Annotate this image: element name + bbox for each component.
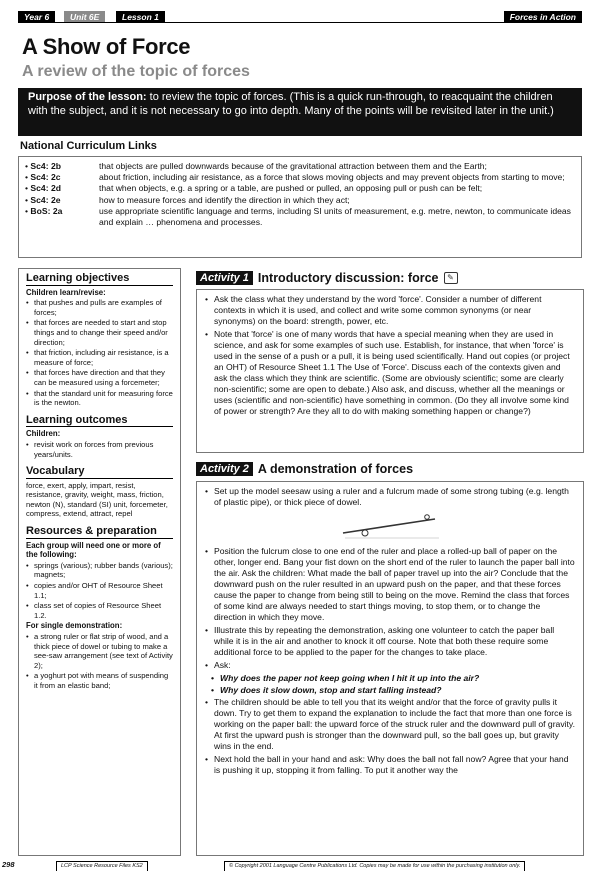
activity1-paragraph: • Note that 'force' is one of many words that have a special meaning when they are used in science, and ask for some examples of such use. Establish, for instance, that when 'force' is used in the sense of a push or a pull, it is being used scientifically. Hand out copies (or project an OHT) of Resource Sheet 1.1 The Use of 'Force'. Discuss each of the contexts given and ask the class which they think are scientific. (Some are obviously scientific; some are clearly non-scientific; some are open to debate.) Also ask, and discuss, whether all the meanings or uses (scientific and non-scientific) have something in common. (Do they all involve some kind of power or strength? Are they all to do with making something happen or change?) xyxy=(205,329,575,417)
activity2-paragraph: • The children should be able to tell you that its weight and/or that the force of gravity pulls it down. Try to get them to expand the explanation to include the fact that more than one force is working on the paper ball: the upward force of the struck ruler and the downward pull of gravity. At first the upward push is stronger than the downward pull, so the ball goes up, but gravity wins in the end. xyxy=(205,697,575,752)
ncl-text: about friction, including air resistance, as a force that slows moving objects and may prevent objects from starting to move; xyxy=(99,172,565,183)
resources-group-sub: Each group will need one or more of the following: xyxy=(26,540,161,560)
vocabulary-text: force, exert, apply, impart, resist, resistance, gravity, weight, mass, friction, newton (N), standard (SI) unit, forcemeter, compress, extend, attract, repel xyxy=(26,480,168,519)
ncl-item xyxy=(25,172,575,183)
list-item: • class set of copies of Resource Sheet 1.2. xyxy=(26,601,173,620)
activity2-paragraph: • Next hold the ball in your hand and ask: Why does the ball not fall now? Agree that your hand is pushing it up, stopping it from falling. To put it another way the xyxy=(205,754,575,776)
seesaw-fulcrum xyxy=(362,530,368,536)
ncl-text: that when objects, e.g. a spring or a table, are pushed or pulled, an opposing pull or push can be felt; xyxy=(99,183,483,194)
unit-tag: Unit 6E xyxy=(64,11,105,23)
outcomes-list xyxy=(26,440,173,459)
year-tag: Year 6 xyxy=(18,11,55,23)
ncl-item xyxy=(25,206,575,228)
ncl-item xyxy=(25,195,575,206)
ncl-code: • BoS: 2a xyxy=(25,206,99,228)
activity2-paragraph: • Set up the model seesaw using a ruler and a fulcrum made of some strong tubing (e.g. length of plastic pipe), or thick piece of dowel. xyxy=(205,486,575,508)
activity2-question: • Why does it slow down, stop and start falling instead? xyxy=(211,685,575,696)
list-item: • that friction, including air resistance, is a measure of force; xyxy=(26,348,173,367)
ncl-code: • Sc4: 2c xyxy=(25,172,99,183)
topic-tag: Forces in Action xyxy=(504,11,582,23)
footer-series: LCP Science Resource Files KS2 xyxy=(56,861,148,871)
footer-copyright: © Copyright 2001 Language Centre Publications Ltd. Copies may be made for use within the purchasing institution only. xyxy=(224,861,525,871)
ncl-box xyxy=(18,156,582,258)
activity2-paragraph: • Illustrate this by repeating the demonstration, asking one volunteer to catch the paper ball while it is in the air and another to knock it off course. Note that both these require some additional force to be applied to the paper for the changes to take place. xyxy=(205,625,575,658)
paper-ball xyxy=(425,515,430,520)
ncl-code: • Sc4: 2e xyxy=(25,195,99,206)
list-item: • that the standard unit for measuring force is the newton. xyxy=(26,389,173,408)
ncl-text: how to measure forces and identify the direction in which they act; xyxy=(99,194,350,205)
activity2-header xyxy=(196,462,413,476)
ncl-item xyxy=(25,183,575,194)
purpose-box xyxy=(18,88,582,136)
outcomes-heading: Learning outcomes xyxy=(26,416,173,428)
objectives-sub: Children learn/revise: xyxy=(26,287,106,297)
sidebar xyxy=(18,268,181,856)
list-item: • that pushes and pulls are examples of forces; xyxy=(26,298,173,317)
list-item: • a yoghurt pot with means of suspending it from an elastic band; xyxy=(26,671,173,690)
activity1-box xyxy=(196,289,584,453)
list-item: • springs (various); rubber bands (various); magnets; xyxy=(26,561,173,580)
book-icon: ✎ xyxy=(444,272,458,284)
ncl-heading: National Curriculum Links xyxy=(20,140,157,152)
list-item: • copies and/or OHT of Resource Sheet 1.1; xyxy=(26,581,173,600)
activity2-box xyxy=(196,481,584,856)
purpose-label: Purpose of the lesson: xyxy=(28,91,147,103)
vocabulary-heading: Vocabulary xyxy=(26,467,173,479)
list-item: • revisit work on forces from previous years/units. xyxy=(26,440,173,459)
ncl-item xyxy=(25,161,575,172)
activity1-title: Introductory discussion: force xyxy=(257,271,439,285)
footer xyxy=(0,860,600,871)
activity1-badge: Activity 1 xyxy=(196,271,253,285)
activity1-paragraph: • Ask the class what they understand by the word 'force'. Consider a number of different contexts in which it is used, and collect and write some common synonyms (or near synonyms) on the board: strength, power, etc. xyxy=(205,294,575,327)
ncl-text: use appropriate scientific language and terms, including SI units of measurement, e.g. metre, newton, to communicate ideas and explain … phenomena and processes. xyxy=(99,205,571,228)
outcomes-sub: Children: xyxy=(26,429,61,439)
activity2-title: A demonstration of forces xyxy=(257,462,414,476)
list-item: • that forces are needed to start and stop things and to change their speed and/or direction; xyxy=(26,318,173,347)
ncl-code: • Sc4: 2d xyxy=(25,183,99,194)
ncl-text: that objects are pulled downwards because of the gravitational attraction between them and the Earth; xyxy=(99,161,487,171)
activity2-question: • Why does the paper not keep going when I hit it up into the air? xyxy=(211,673,575,684)
page-title: A Show of Force xyxy=(22,34,191,59)
header-rule xyxy=(18,22,582,23)
objectives-heading: Learning objectives xyxy=(26,274,173,286)
activity2-paragraph: • Position the fulcrum close to one end of the ruler and place a rolled-up ball of paper on the other, longer end. Bang your fist down on the short end of the ruler to launch the paper ball into the air. Ask the children: What made the ball of paper travel up into the air? Conclude that the downward push on the ruler resulted in an upward push on the paper, and that these forces cause the paper to change from being still to being on the move. Remind the class that forces of some kind are always needed to start things moving, to stop them, or to change the direction in which they move. xyxy=(205,546,575,623)
list-item: • that forces have direction and that they can be measured using a forcemeter; xyxy=(26,368,173,387)
activity2-badge: Activity 2 xyxy=(196,462,253,476)
resources-demo-list xyxy=(26,632,173,691)
resources-heading: Resources & preparation xyxy=(26,527,173,539)
activity2-paragraph: • Ask: xyxy=(205,660,575,671)
resources-demo-sub: For single demonstration: xyxy=(26,621,123,631)
lesson-tag: Lesson 1 xyxy=(116,11,165,23)
objectives-list xyxy=(26,298,173,408)
list-item: • a strong ruler or flat strip of wood, and a thick piece of dowel or tubing to make a see-saw arrangement (see text of Activity 2); xyxy=(26,632,173,670)
ncl-code: • Sc4: 2b xyxy=(25,161,99,172)
seesaw-diagram xyxy=(335,512,445,540)
page-number: 298 xyxy=(2,860,15,869)
page-subtitle: A review of the topic of forces xyxy=(22,63,250,80)
resources-group-list xyxy=(26,561,173,621)
activity1-header xyxy=(196,271,458,285)
seesaw-ruler xyxy=(343,519,435,533)
purpose-text: to review the topic of forces. (This is a quick run-through, to reacquaint the children with the subject, and it is not necessary to go into depth. Many of the points will be revisited later in the unit.) xyxy=(28,91,554,117)
